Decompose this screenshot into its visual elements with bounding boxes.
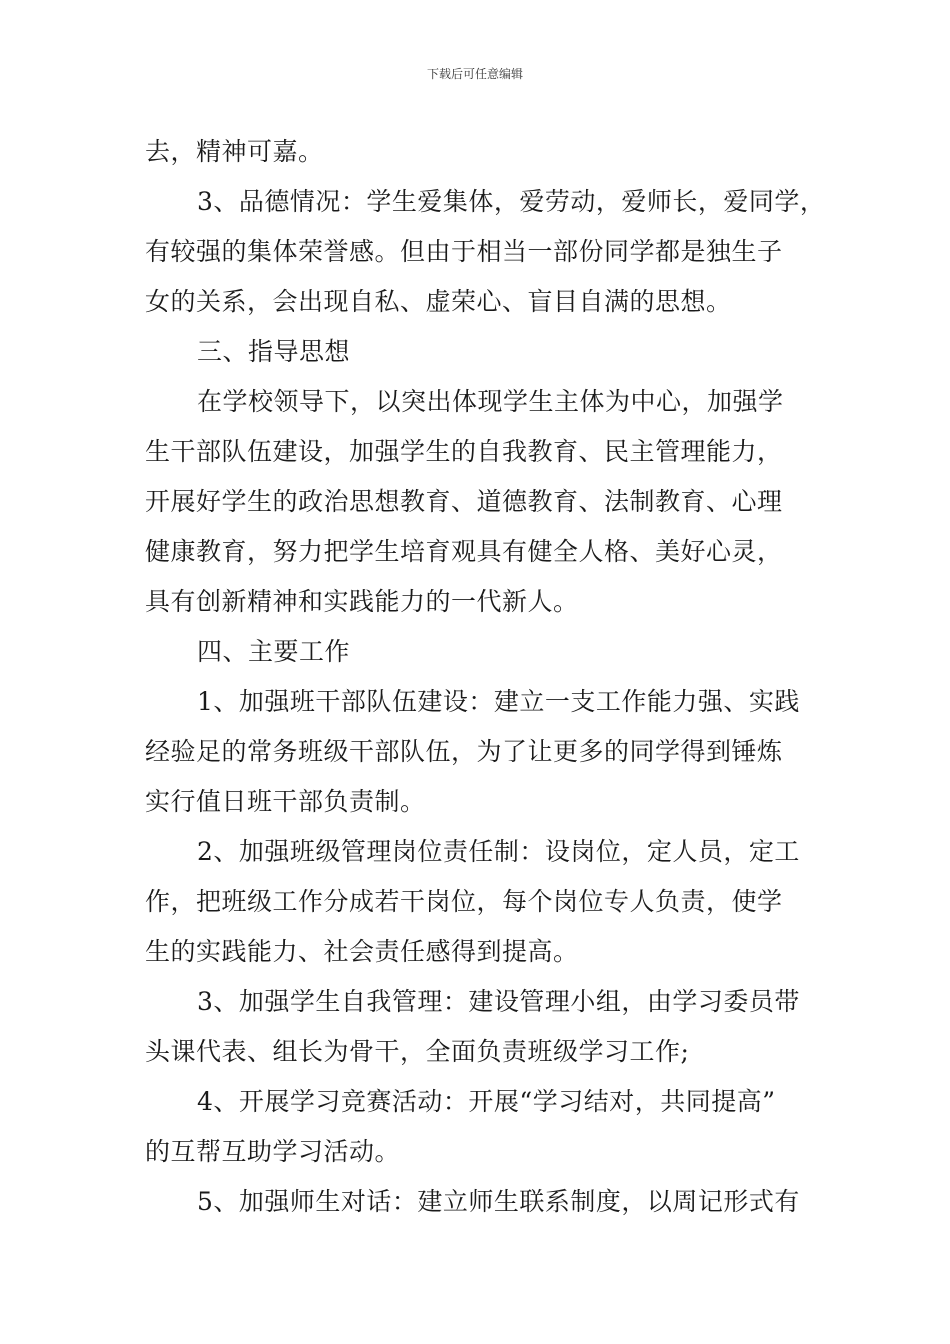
text-line: 经验足的常务班级干部队伍，为了让更多的同学得到锤炼 (145, 737, 783, 766)
text-line: 生干部队伍建设，加强学生的自我教育、民主管理能力， (145, 437, 783, 466)
text-line: 3、品德情况：学生爱集体，爱劳动，爱师长，爱同学， (197, 187, 826, 216)
text-line: 4、开展学习竞赛活动：开展“学习结对，共同提高” (197, 1087, 776, 1116)
text-line: 健康教育，努力把学生培育观具有健全人格、美好心灵， (145, 537, 783, 566)
text-line: 生的实践能力、社会责任感得到提高。 (145, 937, 579, 966)
document-body (145, 127, 826, 1227)
text-line: 在学校领导下，以突出体现学生主体为中心，加强学 (197, 387, 784, 416)
text-line: 作，把班级工作分成若干岗位，每个岗位专人负责，使学 (145, 887, 783, 916)
text-line: 有较强的集体荣誉感。但由于相当一部份同学都是独生子 (145, 237, 783, 266)
page-header: 下载后可任意编辑 (426, 67, 523, 81)
text-line: 实行值日班干部负责制。 (145, 787, 426, 816)
text-line: 开展好学生的政治思想教育、道德教育、法制教育、心理 (145, 487, 783, 516)
text-line: 去，精神可嘉。 (145, 137, 324, 166)
text-line: 5、加强师生对话：建立师生联系制度，以周记形式有 (197, 1187, 800, 1216)
text-line: 头课代表、组长为骨干，全面负责班级学习工作; (145, 1037, 690, 1066)
text-line: 3、加强学生自我管理：建设管理小组，由学习委员带 (197, 987, 800, 1016)
text-line: 女的关系，会出现自私、虚荣心、盲目自满的思想。 (145, 287, 732, 316)
text-line: 的互帮互助学习活动。 (145, 1137, 401, 1166)
section-heading: 四、主要工作 (197, 637, 351, 666)
text-line: 2、加强班级管理岗位责任制：设岗位，定人员，定工 (197, 837, 800, 866)
text-line: 具有创新精神和实践能力的一代新人。 (145, 587, 579, 616)
section-heading: 三、指导思想 (197, 337, 351, 366)
text-line: 1、加强班干部队伍建设：建立一支工作能力强、实践 (197, 687, 800, 716)
